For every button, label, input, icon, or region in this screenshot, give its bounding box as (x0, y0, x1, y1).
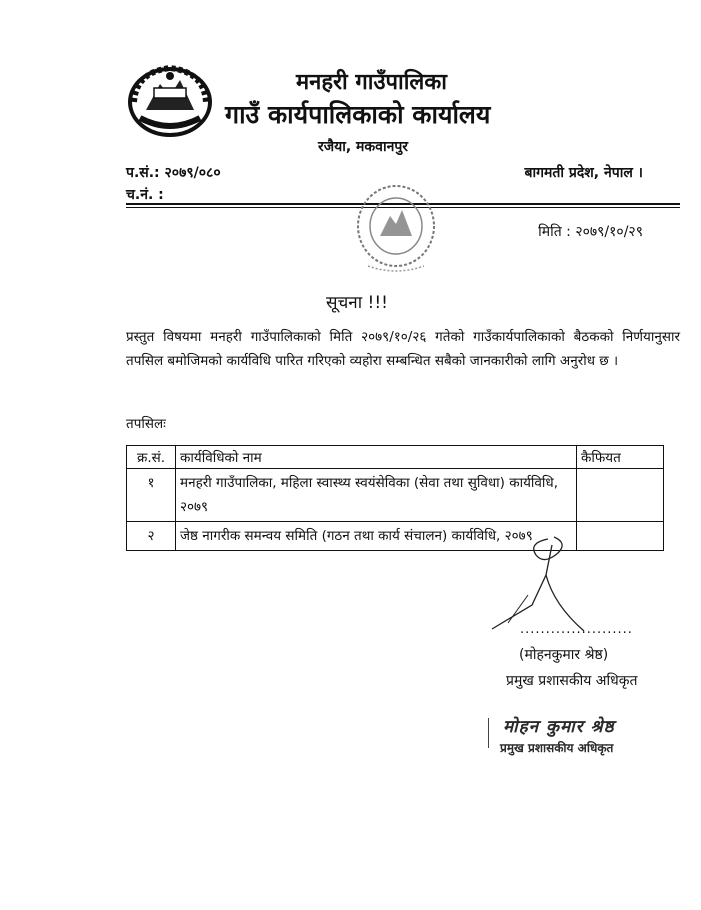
column-header-sn: क्र.सं. (127, 446, 176, 469)
office-title: गाउँ कार्यपालिकाको कार्यालय (225, 100, 491, 129)
row-remark (577, 469, 664, 522)
details-label: तपसिलः (126, 416, 166, 432)
province-label: बागमती प्रदेश, नेपाल । (524, 165, 643, 181)
column-header-name: कार्यविधिको नाम (176, 446, 577, 469)
office-name: मनहरी गाउँपालिका (296, 70, 447, 95)
row-serial: १ (127, 469, 176, 522)
row-procedure-name: मनहरी गाउँपालिका, महिला स्वास्थ्य स्वयंसेविका (सेवा तथा सुविधा) कार्यविधि, २०७९ (176, 469, 577, 522)
signature-line: ...................... (520, 622, 633, 637)
handwritten-signature-icon (488, 535, 598, 635)
dispatch-number: च.नं. : (126, 187, 164, 203)
column-header-remark: कैफियत (577, 446, 664, 469)
notice-body: प्रस्तुत विषयमा मनहरी गाउँपालिकाको मिति २०७९/१०/२६ गतेको गाउँकार्यपालिकाको बैठकको निर्णयानुसार तपसिल बमोजिमको कार्यविधि पारित गरिएको व्यहोरा सम्बन्धित सबैको जानकारीको लागि अनुरोध छ । (126, 329, 680, 369)
office-address: रजैया, मकवानपुर (318, 139, 409, 155)
stamp-divider (488, 718, 489, 748)
row-procedure-name: जेष्ठ नागरीक समन्वय समिति (गठन तथा कार्य संचालन) कार्यविधि, २०७९ (176, 522, 577, 551)
nepal-emblem-icon (126, 62, 214, 138)
signatory-role: प्रमुख प्रशासकीय अधिकृत (506, 673, 638, 689)
row-serial: २ (127, 522, 176, 551)
office-seal-icon (350, 178, 442, 278)
notice-heading: सूचना !!! (326, 293, 388, 313)
table-header-row (127, 446, 664, 469)
name-stamp-role: प्रमुख प्रशासकीय अधिकृत (500, 741, 614, 755)
reference-number: प.सं.: २०७९/०८० (126, 165, 221, 181)
notice-date: मिति : २०७९/१०/२९ (538, 224, 643, 240)
table-row (127, 469, 664, 522)
signatory-name: (मोहनकुमार श्रेष्ठ) (519, 647, 609, 663)
name-stamp: मोहन कुमार श्रेष्ठ (503, 717, 615, 737)
